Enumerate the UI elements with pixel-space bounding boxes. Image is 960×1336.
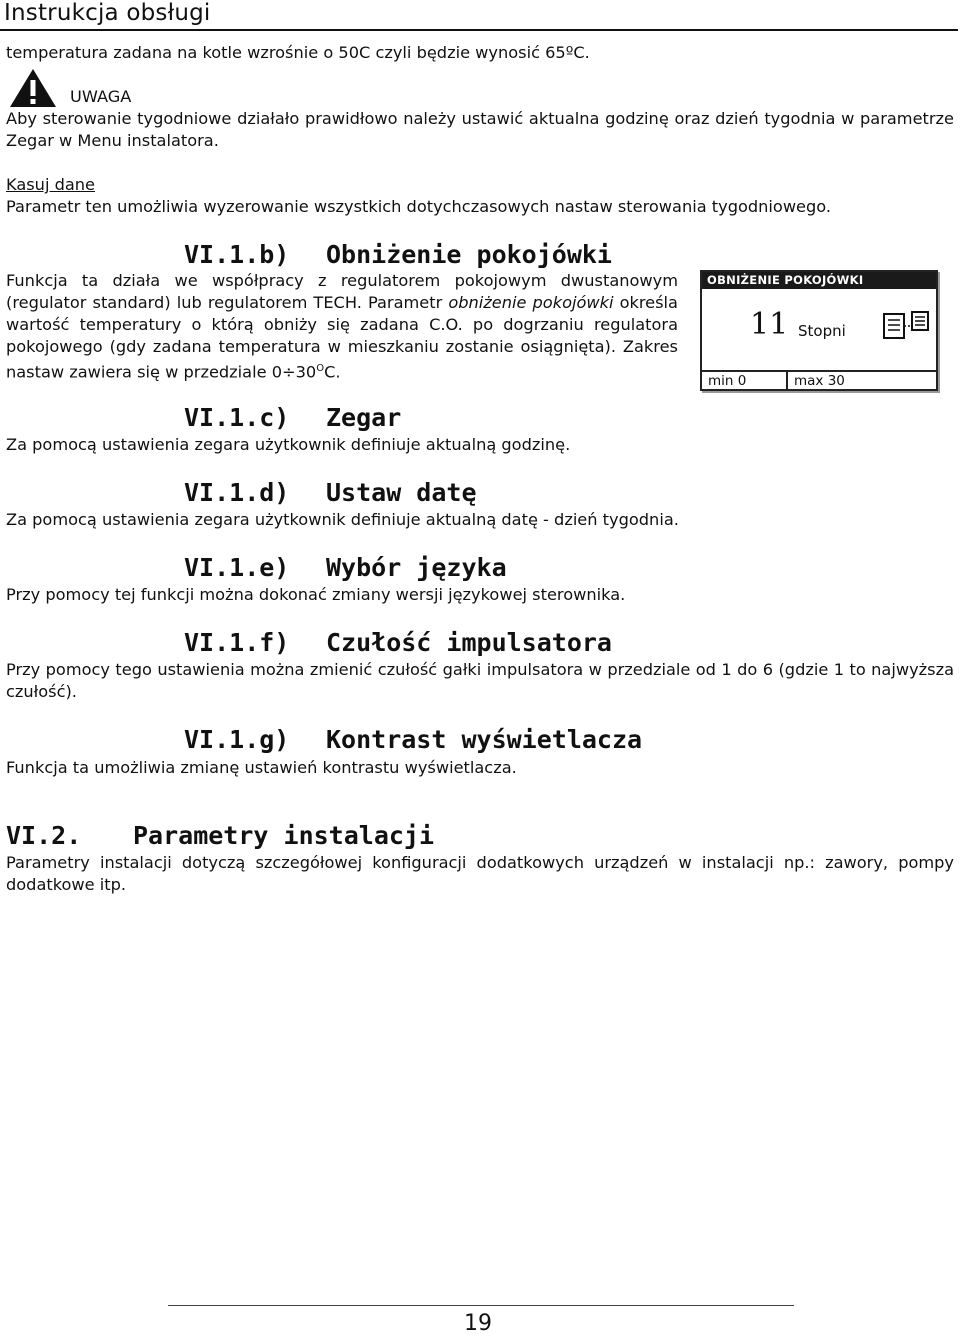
section-number: VI.1.c) [184,403,290,432]
warning-text: Aby sterowanie tygodniowe działało prawidłowo należy ustawić aktualna godzinę oraz dzień tygodnia w parametrze Zegar w Menu instalatora. [6,109,954,150]
installation-parameters-paragraph: Parametry instalacji dotyczą szczegółowej konfiguracji dodatkowych urządzeń w instalacji np.: zawory, pompy dodatkowe itp. [6,853,954,894]
section-number: VI.1.e) [184,553,290,582]
room-regulator-icon [882,306,932,342]
encoder-sensitivity-paragraph: Przy pomocy tego ustawienia można zmienić czułość gałki impulsatora w przedziale od 1 do 6 (gdzie 1 to najwyższa czułość). [6,660,954,701]
lcd-divider [786,372,788,389]
section-title: Wybór języka [326,553,507,582]
text-part: Funkcja ta działa we współpracy z regulatorem pokojowym dwustanowym (regulator standard) lub regulatorem TECH. Parametr [6,271,678,312]
document-header-title: Instrukcja obsługi [4,0,211,26]
page-number: 19 [464,1311,492,1336]
section-title: Kontrast wyświetlacza [326,725,643,754]
intro-paragraph: temperatura zadana na kotle wzrośnie o 50C czyli będzie wynosić 65ºC. [6,43,590,62]
section-number: VI.1.b) [184,240,290,269]
section-number: VI.1.f) [184,628,290,657]
lcd-max-value: max 30 [794,373,845,389]
section-title: Parametry instalacji [133,821,435,850]
section-title: Czułość impulsatora [326,628,612,657]
header-divider [0,29,958,31]
degree-superscript: O [316,363,325,374]
section-number: VI.2. [6,821,82,850]
text-part: 30 [295,362,317,382]
lcd-unit: Stopni [798,322,846,340]
section-title: Obniżenie pokojówki [326,240,612,269]
reset-data-text: Parametr ten umożliwia wyzerowanie wszystkich dotychczasowych nastaw sterowania tygodniowego. [6,197,832,216]
section-title: Zegar [326,403,402,432]
text-part: określa wartość temperatury o którą obniży się zadana C.O. po dogrzaniu regulatora pokojowego (gdy zadana temperatura w mieszkaniu zostanie osiągnięta). Zakres nastaw zawiera się w przedziale 0 [6,293,678,382]
language-paragraph: Przy pomocy tej funkcji można dokonać zmiany wersji językowej sterownika. [6,585,626,604]
set-date-paragraph: Za pomocą ustawienia zegara użytkownik definiuje aktualną datę - dzień tygodnia. [6,510,679,529]
reset-data-title: Kasuj dane [6,175,95,194]
lcd-bottom-bar [702,370,936,389]
emphasis-term: obniżenie pokojówki [448,293,614,312]
lcd-title-bar: OBNIŻENIE POKOJÓWKI [702,272,936,289]
lcd-value: 11 [750,307,789,342]
display-contrast-paragraph: Funkcja ta umożliwia zmianę ustawień kontrastu wyświetlacza. [6,758,517,777]
footer-divider [168,1305,794,1306]
clock-paragraph: Za pomocą ustawienia zegara użytkownik definiuje aktualną godzinę. [6,435,571,454]
division-sign: ÷ [282,362,296,382]
warning-label: UWAGA [70,87,132,106]
lcd-display-screen [700,270,938,391]
text-part: C. [324,362,341,382]
warning-triangle-icon [8,67,58,109]
section-number: VI.1.g) [184,725,290,754]
section-title: Ustaw datę [326,478,477,507]
room-lowering-paragraph [6,270,678,383]
lcd-min-value: min 0 [708,373,747,389]
section-number: VI.1.d) [184,478,290,507]
